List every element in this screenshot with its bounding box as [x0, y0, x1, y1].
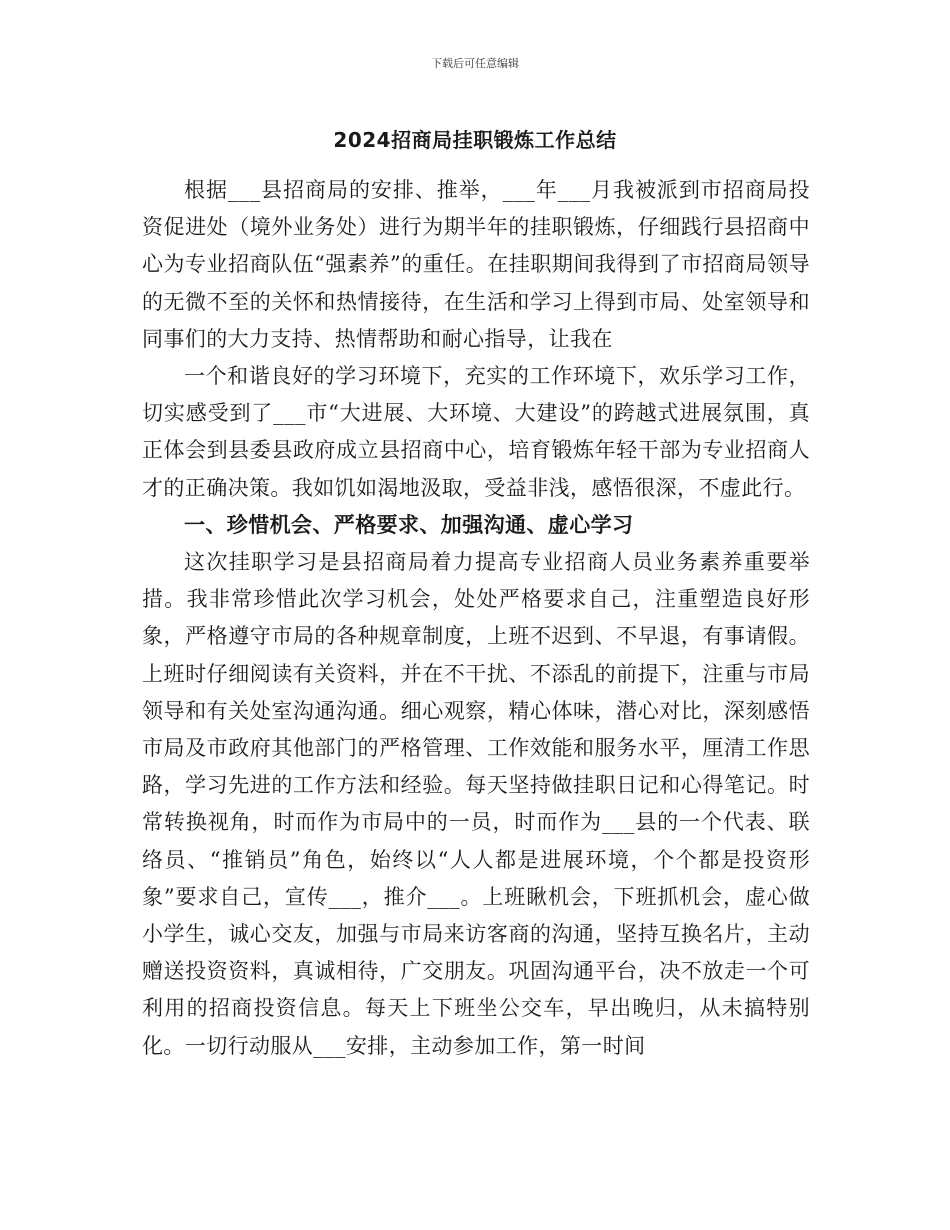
paragraph-experience: 一个和谐良好的学习环境下，充实的工作环境下，欢乐学习工作，切实感受到了___市“大进展、大环境、大建设”的跨越式进展氛围，真正体会到县委县政府成立县招商中心，培育锻炼年轻干部为专业招商人才的正确决策。我如饥如渴地汲取，受益非浅，感悟很深，不虚此行。: [142, 364, 810, 500]
section-heading: 一、珍惜机会、严格要求、加强沟通、虚心学习: [184, 512, 634, 537]
document-body: [142, 172, 810, 1065]
header-note: 下载后可任意编辑: [431, 57, 519, 70]
paragraph-intro: 根据___县招商局的安排、推举，___年___月我被派到市招商局投资促进处（境外业务处）进行为期半年的挂职锻炼，仔细践行县招商中心为专业招商队伍“强素养”的重任。在挂职期间我得到了市招商局领导的无微不至的关怀和热情接待，在生活和学习上得到市局、处室领导和同事们的大力支持、热情帮助和耐心指导，让我在: [142, 178, 810, 351]
section-paragraph: 这次挂职学习是县招商局着力提高专业招商人员业务素养重要举措。我非常珍惜此次学习机会，处处严格要求自己，注重塑造良好形象，严格遵守市局的各种规章制度，上班不迟到、不早退，有事请假。上班时仔细阅读有关资料，并在不干扰、不添乱的前提下，注重与市局领导和有关处室沟通沟通。细心观察，精心体味，潜心对比，深刻感悟市局及市政府其他部门的严格管理、工作效能和服务水平，厘清工作思路，学习先进的工作方法和经验。每天坚持做挂职日记和心得笔记。时常转换视角，时而作为市局中的一员，时而作为___县的一个代表、联络员、“推销员”角色，始终以“人人都是进展环境，个个都是投资形象”要求自己，宣传___，推介___。上班瞅机会，下班抓机会，虚心做小学生，诚心交友，加强与市局来访客商的沟通，坚持互换名片，主动赠送投资资料，真诚相待，广交朋友。巩固沟通平台，决不放走一个可利用的招商投资信息。每天上下班坐公交车，早出晚归，从未搞特别化。一切行动服从___安排，主动参加工作，第一时间: [142, 550, 810, 1058]
document-title: 2024招商局挂职锻炼工作总结: [333, 128, 617, 152]
